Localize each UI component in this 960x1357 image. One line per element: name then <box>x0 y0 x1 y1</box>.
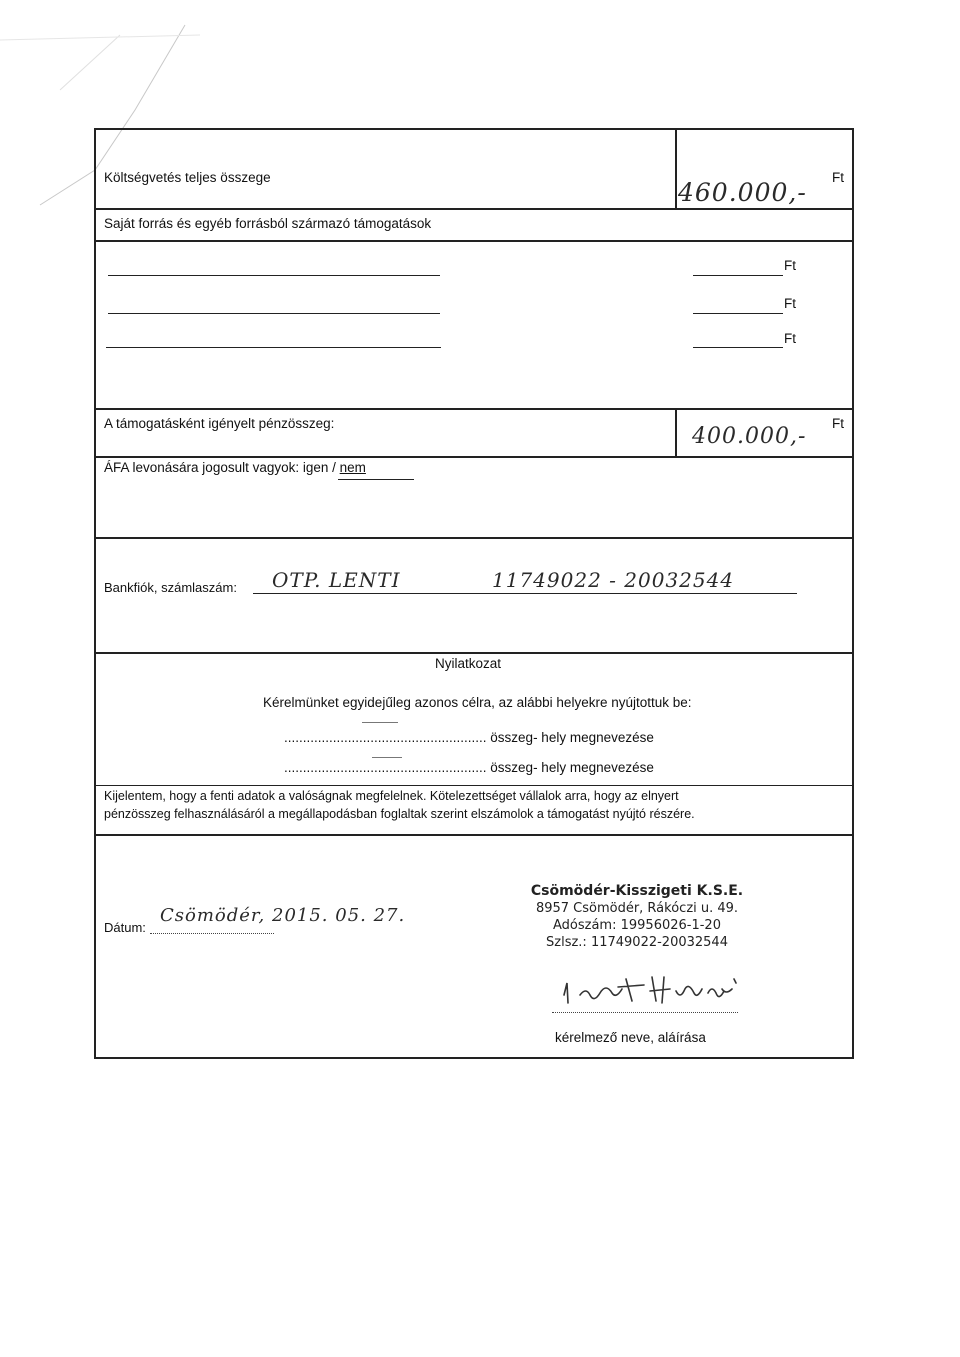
budget-total-label: Költségvetés teljes összege <box>104 170 271 185</box>
handwritten-signature <box>552 965 752 1013</box>
stamp-address: 8957 Csömödér, Rákóczi u. 49. <box>535 901 739 916</box>
row-divider-2 <box>94 240 854 242</box>
signer-name-signature-label: kérelmező neve, aláírása <box>555 1030 706 1045</box>
declaration-place-line-2: ...................................................... összeg- hely megnevezése <box>284 760 654 775</box>
row-divider-5 <box>94 537 854 539</box>
declaration-mark-2 <box>372 757 402 758</box>
declaration-intro: Kérelmünket egyidejűleg azonos célra, az alábbi helyekre nyújtottuk be: <box>263 695 692 710</box>
row-divider-7 <box>94 785 854 786</box>
declaration-statement-line-1: Kijelentem, hogy a fenti adatok a valóságnak megfelelnek. Kötelezettséget vállalok arra, hogy az elnyert <box>104 789 679 803</box>
vat-eligibility-text: ÁFA levonására jogosult vagyok: igen / <box>104 460 340 475</box>
bank-account-label: Bankfiók, számlaszám: <box>104 580 237 595</box>
requested-amount-label: A támogatásként igényelt pénzösszeg: <box>104 416 335 431</box>
row-divider-3 <box>94 408 854 410</box>
stamp-bank-account: Szlsz.: 11749022-20032544 <box>546 935 728 950</box>
row-divider-1 <box>94 208 854 210</box>
blank-amount-line-1 <box>693 275 783 276</box>
row-divider-8 <box>94 834 854 836</box>
date-dotted-line <box>150 933 274 934</box>
budget-total-currency: Ft <box>832 170 844 185</box>
vat-underline <box>338 479 414 480</box>
blank-row-currency-3: Ft <box>784 331 796 346</box>
stamp-org-name: Csömödér-Kisszigeti K.S.E. <box>530 883 744 899</box>
budget-total-divider <box>675 128 677 208</box>
declaration-place-line-1: ...................................................... összeg- hely megnevezése <box>284 730 654 745</box>
stamp-tax-number: Adószám: 19956026-1-20 <box>553 918 721 933</box>
form-frame-top <box>94 128 854 130</box>
vat-selected-option: nem <box>339 460 366 475</box>
row-divider-4 <box>94 456 854 458</box>
own-sources-label: Saját forrás és egyéb forrásból származó támogatások <box>104 216 432 231</box>
declaration-mark-1 <box>362 722 398 723</box>
date-label: Dátum: <box>104 920 146 935</box>
requested-amount-value: 400.000,- <box>692 424 807 449</box>
bank-account-underline <box>253 593 797 594</box>
vat-eligibility-label <box>104 460 366 475</box>
requested-amount-currency: Ft <box>832 416 844 431</box>
requested-amount-divider <box>675 408 677 456</box>
bank-name-value: OTP. LENTI <box>272 568 401 592</box>
budget-total-value: 460.000,- <box>678 178 807 207</box>
bank-account-number-value: 11749022 - 20032544 <box>492 568 735 592</box>
blank-source-line-3 <box>106 347 441 348</box>
blank-row-currency-1: Ft <box>784 258 796 273</box>
signature-dotted-line <box>552 1012 738 1013</box>
declaration-title: Nyilatkozat <box>435 656 502 671</box>
form-frame-right <box>852 128 854 1058</box>
declaration-statement-line-2: pénzösszeg felhasználásáról a megállapodásban foglaltak szerint elszámolok a támogatást nyújtó részére. <box>104 807 695 821</box>
blank-amount-line-3 <box>693 347 783 348</box>
scan-artifact-lines <box>0 0 260 230</box>
form-frame-bottom <box>94 1057 854 1059</box>
blank-source-line-1 <box>108 275 440 276</box>
blank-source-line-2 <box>108 313 440 314</box>
form-frame-left <box>94 128 96 1058</box>
date-value: Csömödér, 2015. 05. 27. <box>160 905 406 926</box>
blank-row-currency-2: Ft <box>784 296 796 311</box>
row-divider-6 <box>94 652 854 654</box>
blank-amount-line-2 <box>693 313 783 314</box>
